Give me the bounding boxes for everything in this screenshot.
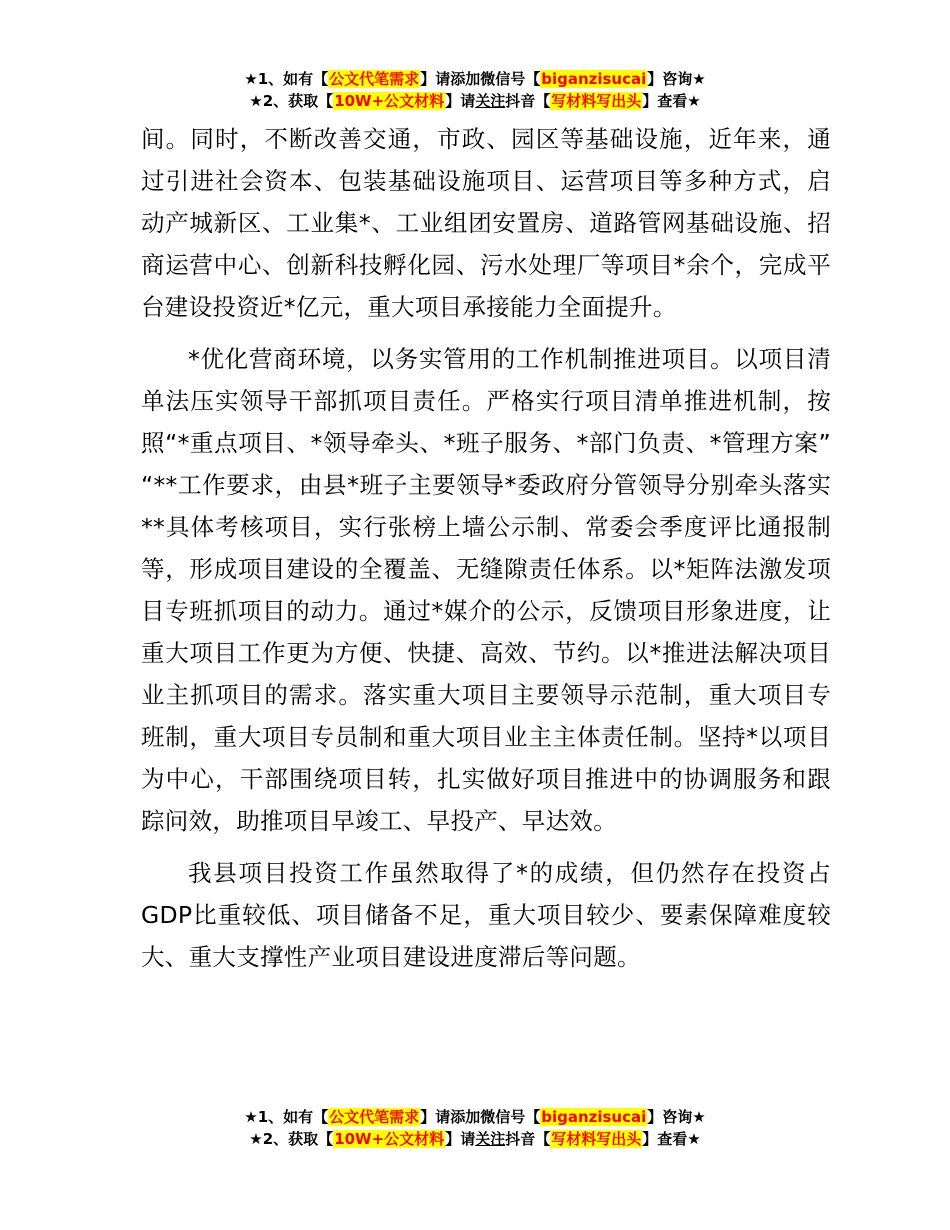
banner-text: 】查看★ xyxy=(642,92,701,110)
wechat-id: biganzisucai xyxy=(541,1108,647,1126)
banner-text: 】咨询★ xyxy=(647,70,706,88)
banner-text: ★2、获取【 xyxy=(249,92,334,110)
banner-highlight: 10W+公文材料 xyxy=(334,1130,445,1148)
banner-underlined-text: 关注 xyxy=(475,92,506,110)
wechat-id: biganzisucai xyxy=(541,70,647,88)
banner-text: ★1、如有【 xyxy=(244,70,329,88)
banner-underlined-text: 关注 xyxy=(475,1130,506,1148)
banner-line-2 xyxy=(0,1128,950,1150)
paragraph-2: *优化营商环境，以务实管用的工作机制推进项目。以项目清单法压实领导干部抓项目责任。严格实行项目清单推进机制，按照“*重点项目、*领导牵头、*班子服务、*部门负责、*管理方案” “**工作要求，由县*班子主要领导*委政府分管领导分别牵头落实**具体考核项目，实行张榜上墙公示制、常委会季度评比通报制等，形成项目建设的全覆盖、无缝隙责任体系。以*矩阵法激发项目专班抓项目的动力。通过*媒介的公示，反馈项目形象进度，让重大项目工作更为方便、快捷、高效、节约。以*推进法解决项目业主抓项目的需求。落实重大项目主要领导示范制，重大项目专班制，重大项目专员制和重大项目业主主体责任制。坚持*以项目为中心，干部围绕项目转，扎实做好项目推进中的协调服务和跟踪问效，助推项目早竣工、早投产、早达效。 xyxy=(141,345,831,835)
douyin-account: 写材料写出头 xyxy=(551,92,642,110)
banner-text: 】请添加微信号【 xyxy=(420,70,541,88)
banner-highlight: 10W+公文材料 xyxy=(334,92,445,110)
banner-text: 】咨询★ xyxy=(647,1108,706,1126)
banner-text: 】请添加微信号【 xyxy=(420,1108,541,1126)
banner-line-1 xyxy=(0,1106,950,1128)
paragraph-3: 我县项目投资工作虽然取得了*的成绩，但仍然存在投资占GDP比重较低、项目储备不足，重大项目较少、要素保障难度较大、重大支撑性产业项目建设进度滞后等问题。 xyxy=(141,859,831,971)
banner-text: 抖音【 xyxy=(505,1130,551,1148)
banner-highlight: 公文代笔需求 xyxy=(329,70,420,88)
banner-line-2 xyxy=(0,90,950,112)
banner-text: 】请 xyxy=(445,1130,476,1148)
banner-text: 】请 xyxy=(445,92,476,110)
footer-banner xyxy=(0,1106,950,1150)
banner-highlight: 公文代笔需求 xyxy=(329,1108,420,1126)
paragraph-1: 间。同时，不断改善交通，市政、园区等基础设施，近年来，通过引进社会资本、包装基础设施项目、运营项目等多种方式，启动产城新区、工业集*、工业组团安置房、道路管网基础设施、招商运营中心、创新科技孵化园、污水处理厂等项目*余个，完成平台建设投资近*亿元，重大项目承接能力全面提升。 xyxy=(141,125,831,321)
douyin-account: 写材料写出头 xyxy=(551,1130,642,1148)
document-body xyxy=(141,118,831,978)
banner-text: 】查看★ xyxy=(642,1130,701,1148)
banner-text: ★1、如有【 xyxy=(244,1108,329,1126)
banner-text: ★2、获取【 xyxy=(249,1130,334,1148)
header-banner xyxy=(0,68,950,112)
banner-line-1 xyxy=(0,68,950,90)
banner-text: 抖音【 xyxy=(505,92,551,110)
